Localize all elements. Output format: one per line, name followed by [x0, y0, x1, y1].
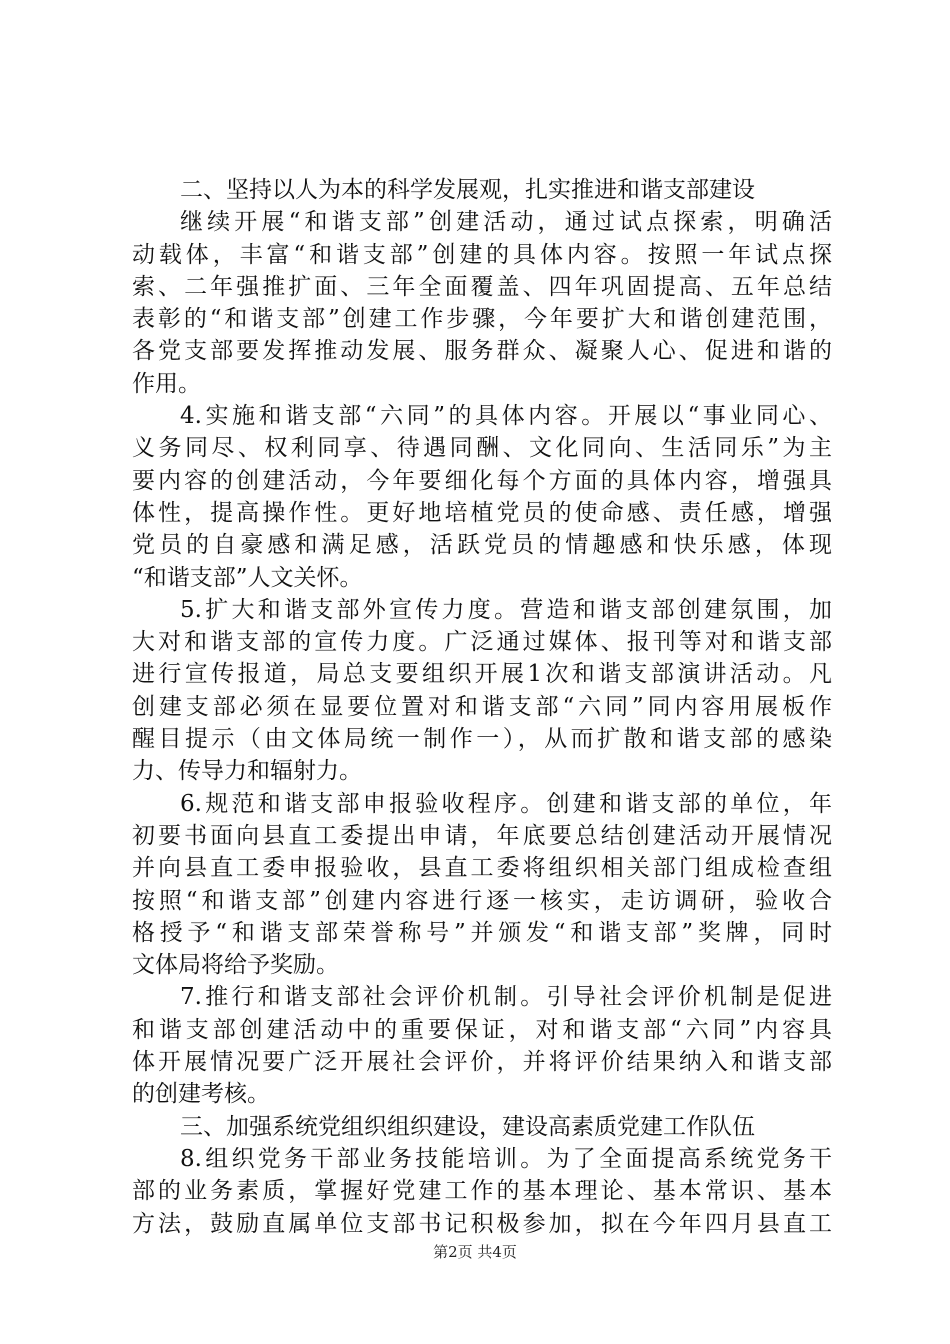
- paragraph-line: 体性，提高操作性。更好地培植党员的使命感、责任感，增强: [132, 499, 832, 526]
- paragraph-line: 按照“和谐支部”创建内容进行逐一核实，走访调研，验收合: [132, 887, 832, 914]
- item-8-line: 8.组织党务干部业务技能培训。为了全面提高系统党务干: [180, 1145, 832, 1172]
- paragraph-line: 党员的自豪感和满足感，活跃党员的情趣感和快乐感，体现: [132, 532, 832, 559]
- paragraph-line: 作用。: [132, 370, 201, 397]
- paragraph-line: “和谐支部”人文关怀。: [132, 564, 363, 591]
- paragraph-line: 和谐支部创建活动中的重要保证，对和谐支部“六同”内容具: [132, 1016, 832, 1043]
- paragraph-line: 进行宣传报道，局总支要组织开展1次和谐支部演讲活动。凡: [132, 661, 832, 688]
- paragraph-line: 部的业务素质，掌握好党建工作的基本理论、基本常识、基本: [132, 1178, 832, 1205]
- paragraph-line: 文体局将给予奖励。: [132, 952, 339, 979]
- paragraph-line: 义务同尽、权利同享、待遇同酬、文化同向、生活同乐”为主: [132, 435, 832, 462]
- paragraph-line: 动载体，丰富“和谐支部”创建的具体内容。按照一年试点探: [132, 241, 832, 268]
- paragraph-line: 要内容的创建活动，今年要细化每个方面的具体内容，增强具: [132, 467, 832, 494]
- paragraph-line: 创建支部必须在显要位置对和谐支部“六同”同内容用展板作: [132, 693, 832, 720]
- document-body: [132, 174, 832, 1240]
- paragraph-line: 力、传导力和辐射力。: [132, 758, 362, 785]
- section-heading-3: 三、加强系统党组织组织建设，建设高素质党建工作队伍: [180, 1113, 755, 1140]
- paragraph-line: 方法，鼓励直属单位支部书记积极参加，拟在今年四月县直工: [132, 1210, 832, 1237]
- item-7-line: 7.推行和谐支部社会评价机制。引导社会评价机制是促进: [180, 984, 832, 1011]
- paragraph-line: 格授予“和谐支部荣誉称号”并颁发“和谐支部”奖牌，同时: [132, 919, 832, 946]
- section-heading-2: 二、坚持以人为本的科学发展观，扎实推进和谐支部建设: [180, 177, 755, 203]
- paragraph-line: 大对和谐支部的宣传力度。广泛通过媒体、报刊等对和谐支部: [132, 629, 832, 656]
- paragraph-line: 表彰的“和谐支部”创建工作步骤，今年要扩大和谐创建范围，: [132, 306, 832, 333]
- paragraph-line: 的创建考核。: [132, 1081, 270, 1108]
- item-6-line: 6.规范和谐支部申报验收程序。创建和谐支部的单位，年: [180, 790, 832, 817]
- paragraph-line: 醒目提示（由文体局统一制作一），从而扩散和谐支部的感染: [132, 726, 832, 753]
- paragraph-line: 各党支部要发挥推动发展、服务群众、凝聚人心、促进和谐的: [132, 338, 832, 365]
- page-number: 第2页 共4页: [433, 1243, 517, 1261]
- paragraph-line: 初要书面向县直工委提出申请，年底要总结创建活动开展情况: [132, 822, 832, 849]
- paragraph-line: 继续开展“和谐支部”创建活动，通过试点探索，明确活: [180, 209, 832, 236]
- item-4-line: 4.实施和谐支部“六同”的具体内容。开展以“事业同心、: [180, 403, 832, 430]
- item-5-line: 5.扩大和谐支部外宣传力度。营造和谐支部创建氛围，加: [180, 596, 832, 623]
- paragraph-line: 并向县直工委申报验收，县直工委将组织相关部门组成检查组: [132, 855, 832, 882]
- paragraph-line: 索、二年强推扩面、三年全面覆盖、四年巩固提高、五年总结: [132, 273, 832, 300]
- paragraph-line: 体开展情况要广泛开展社会评价，并将评价结果纳入和谐支部: [132, 1049, 832, 1076]
